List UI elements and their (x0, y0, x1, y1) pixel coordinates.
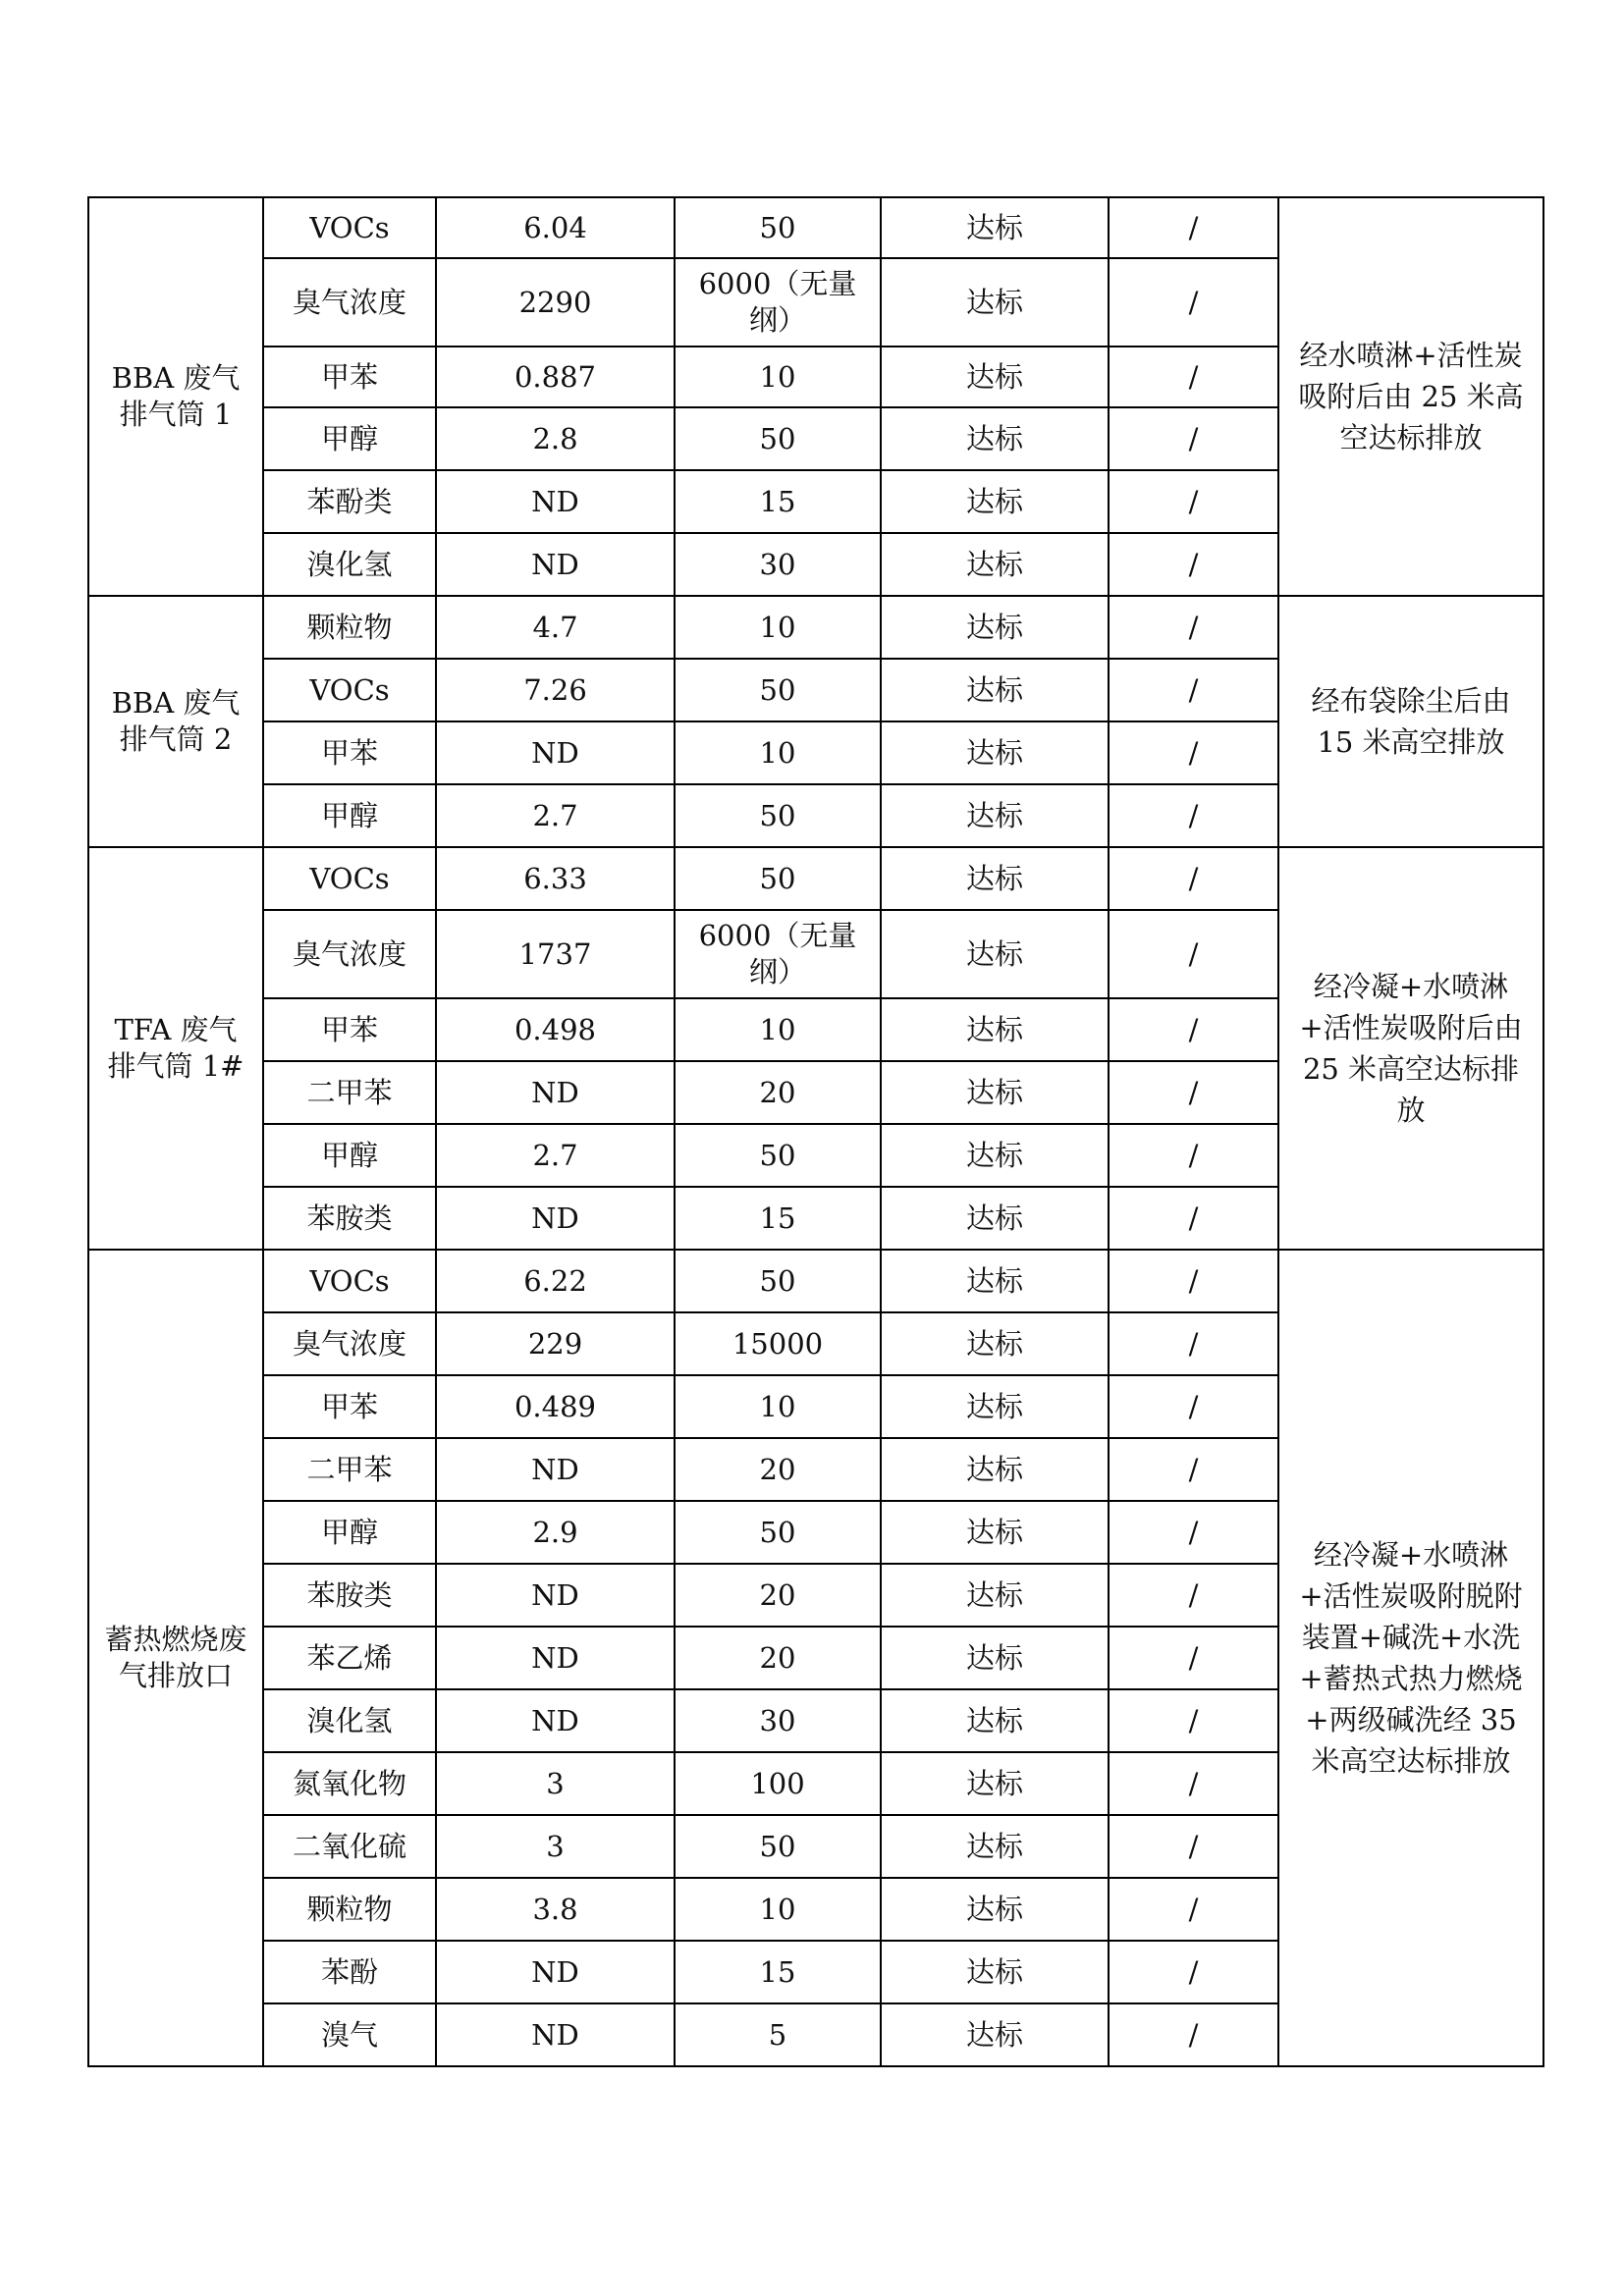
measured-value-cell: 0.887 (436, 347, 675, 407)
remark-cell: / (1109, 659, 1278, 721)
measured-value-cell: 6.22 (436, 1250, 675, 1312)
pollutant-cell: 甲醇 (263, 1501, 436, 1564)
pollutant-cell: 甲苯 (263, 1375, 436, 1438)
table-row (88, 596, 1543, 659)
pollutant-cell: 苯胺类 (263, 1187, 436, 1250)
compliance-result-cell: 达标 (881, 407, 1109, 470)
outlet-name-cell: BBA 废气排气筒 2 (88, 596, 263, 847)
standard-limit-cell: 10 (675, 596, 881, 659)
compliance-result-cell: 达标 (881, 721, 1109, 784)
remark-cell: / (1109, 1061, 1278, 1124)
measured-value-cell: ND (436, 1627, 675, 1689)
table-row (88, 847, 1543, 910)
measured-value-cell: 2.8 (436, 407, 675, 470)
compliance-result-cell: 达标 (881, 1564, 1109, 1627)
pollutant-cell: 颗粒物 (263, 596, 436, 659)
compliance-result-cell: 达标 (881, 1752, 1109, 1815)
remark-cell: / (1109, 847, 1278, 910)
table-body (88, 197, 1543, 2066)
compliance-result-cell: 达标 (881, 533, 1109, 596)
standard-limit-cell: 30 (675, 1689, 881, 1752)
pollutant-cell: 苯胺类 (263, 1564, 436, 1627)
remark-cell: / (1109, 407, 1278, 470)
measured-value-cell: 2290 (436, 258, 675, 347)
remark-cell: / (1109, 1501, 1278, 1564)
standard-limit-cell: 20 (675, 1438, 881, 1501)
remark-cell: / (1109, 784, 1278, 847)
measured-value-cell: 3.8 (436, 1878, 675, 1941)
remark-cell: / (1109, 1564, 1278, 1627)
pollutant-cell: 甲醇 (263, 407, 436, 470)
measured-value-cell: ND (436, 533, 675, 596)
remark-cell: / (1109, 1312, 1278, 1375)
standard-limit-cell: 6000（无量纲） (675, 910, 881, 998)
remark-cell: / (1109, 1124, 1278, 1187)
measured-value-cell: ND (436, 470, 675, 533)
compliance-result-cell: 达标 (881, 1124, 1109, 1187)
pollutant-cell: 甲醇 (263, 784, 436, 847)
compliance-result-cell: 达标 (881, 1815, 1109, 1878)
compliance-result-cell: 达标 (881, 1250, 1109, 1312)
standard-limit-cell: 50 (675, 1501, 881, 1564)
remark-cell: / (1109, 1438, 1278, 1501)
remark-cell: / (1109, 1187, 1278, 1250)
measured-value-cell: 0.489 (436, 1375, 675, 1438)
pollutant-cell: 二氧化硫 (263, 1815, 436, 1878)
compliance-result-cell: 达标 (881, 1187, 1109, 1250)
measured-value-cell: ND (436, 2003, 675, 2066)
standard-limit-cell: 50 (675, 197, 881, 258)
remark-cell: / (1109, 596, 1278, 659)
standard-limit-cell: 6000（无量纲） (675, 258, 881, 347)
compliance-result-cell: 达标 (881, 1941, 1109, 2003)
standard-limit-cell: 50 (675, 659, 881, 721)
remark-cell: / (1109, 1941, 1278, 2003)
standard-limit-cell: 30 (675, 533, 881, 596)
measured-value-cell: ND (436, 1061, 675, 1124)
measured-value-cell: ND (436, 1187, 675, 1250)
standard-limit-cell: 50 (675, 1815, 881, 1878)
remark-cell: / (1109, 1627, 1278, 1689)
measured-value-cell: 1737 (436, 910, 675, 998)
standard-limit-cell: 50 (675, 1124, 881, 1187)
standard-limit-cell: 10 (675, 998, 881, 1061)
measured-value-cell: ND (436, 1941, 675, 2003)
compliance-result-cell: 达标 (881, 1878, 1109, 1941)
measured-value-cell: ND (436, 1438, 675, 1501)
outlet-name-cell: BBA 废气排气筒 1 (88, 197, 263, 596)
standard-limit-cell: 15 (675, 1187, 881, 1250)
measured-value-cell: 6.04 (436, 197, 675, 258)
compliance-result-cell: 达标 (881, 1501, 1109, 1564)
compliance-result-cell: 达标 (881, 596, 1109, 659)
compliance-result-cell: 达标 (881, 197, 1109, 258)
compliance-result-cell: 达标 (881, 847, 1109, 910)
pollutant-cell: 氮氧化物 (263, 1752, 436, 1815)
compliance-result-cell: 达标 (881, 1689, 1109, 1752)
standard-limit-cell: 50 (675, 847, 881, 910)
pollutant-cell: 颗粒物 (263, 1878, 436, 1941)
measured-value-cell: 6.33 (436, 847, 675, 910)
measured-value-cell: ND (436, 721, 675, 784)
remark-cell: / (1109, 1250, 1278, 1312)
remark-cell: / (1109, 2003, 1278, 2066)
remark-cell: / (1109, 721, 1278, 784)
measured-value-cell: 229 (436, 1312, 675, 1375)
pollutant-cell: 二甲苯 (263, 1438, 436, 1501)
table-row (88, 197, 1543, 258)
treatment-measure-cell: 经冷凝+水喷淋+活性炭吸附脱附装置+碱洗+水洗+蓄热式热力燃烧+两级碱洗经 35 米高空达标排放 (1278, 1250, 1543, 2066)
pollutant-cell: 溴化氢 (263, 1689, 436, 1752)
pollutant-cell: VOCs (263, 1250, 436, 1312)
compliance-result-cell: 达标 (881, 347, 1109, 407)
outlet-name-cell: 蓄热燃烧废气排放口 (88, 1250, 263, 2066)
pollutant-cell: 苯酚 (263, 1941, 436, 2003)
compliance-result-cell: 达标 (881, 2003, 1109, 2066)
treatment-measure-cell: 经布袋除尘后由 15 米高空排放 (1278, 596, 1543, 847)
remark-cell: / (1109, 1752, 1278, 1815)
pollutant-cell: VOCs (263, 659, 436, 721)
remark-cell: / (1109, 1815, 1278, 1878)
measured-value-cell: 0.498 (436, 998, 675, 1061)
measured-value-cell: 4.7 (436, 596, 675, 659)
measured-value-cell: ND (436, 1689, 675, 1752)
pollutant-cell: 苯酚类 (263, 470, 436, 533)
standard-limit-cell: 15 (675, 470, 881, 533)
standard-limit-cell: 50 (675, 407, 881, 470)
remark-cell: / (1109, 258, 1278, 347)
remark-cell: / (1109, 998, 1278, 1061)
pollutant-cell: 甲醇 (263, 1124, 436, 1187)
compliance-result-cell: 达标 (881, 784, 1109, 847)
pollutant-cell: 甲苯 (263, 998, 436, 1061)
compliance-result-cell: 达标 (881, 1061, 1109, 1124)
compliance-result-cell: 达标 (881, 470, 1109, 533)
standard-limit-cell: 50 (675, 784, 881, 847)
standard-limit-cell: 10 (675, 1878, 881, 1941)
measured-value-cell: 2.7 (436, 1124, 675, 1187)
standard-limit-cell: 15000 (675, 1312, 881, 1375)
remark-cell: / (1109, 347, 1278, 407)
pollutant-cell: 甲苯 (263, 721, 436, 784)
compliance-result-cell: 达标 (881, 1627, 1109, 1689)
standard-limit-cell: 20 (675, 1627, 881, 1689)
standard-limit-cell: 20 (675, 1564, 881, 1627)
standard-limit-cell: 10 (675, 1375, 881, 1438)
remark-cell: / (1109, 1375, 1278, 1438)
table-row (88, 1250, 1543, 1312)
treatment-measure-cell: 经水喷淋+活性炭吸附后由 25 米高空达标排放 (1278, 197, 1543, 596)
pollutant-cell: VOCs (263, 847, 436, 910)
standard-limit-cell: 10 (675, 347, 881, 407)
remark-cell: / (1109, 470, 1278, 533)
standard-limit-cell: 20 (675, 1061, 881, 1124)
pollutant-cell: 溴气 (263, 2003, 436, 2066)
standard-limit-cell: 10 (675, 721, 881, 784)
compliance-result-cell: 达标 (881, 258, 1109, 347)
treatment-measure-cell: 经冷凝+水喷淋+活性炭吸附后由 25 米高空达标排放 (1278, 847, 1543, 1250)
pollutant-cell: 臭气浓度 (263, 1312, 436, 1375)
measured-value-cell: 7.26 (436, 659, 675, 721)
compliance-result-cell: 达标 (881, 910, 1109, 998)
pollutant-cell: 二甲苯 (263, 1061, 436, 1124)
remark-cell: / (1109, 1689, 1278, 1752)
measured-value-cell: 3 (436, 1752, 675, 1815)
pollutant-cell: VOCs (263, 197, 436, 258)
compliance-result-cell: 达标 (881, 1438, 1109, 1501)
compliance-result-cell: 达标 (881, 659, 1109, 721)
pollutant-cell: 臭气浓度 (263, 910, 436, 998)
pollutant-cell: 甲苯 (263, 347, 436, 407)
monitoring-results-table (87, 196, 1543, 2057)
pollutant-cell: 苯乙烯 (263, 1627, 436, 1689)
pollutant-cell: 溴化氢 (263, 533, 436, 596)
standard-limit-cell: 50 (675, 1250, 881, 1312)
remark-cell: / (1109, 1878, 1278, 1941)
measured-value-cell: 3 (436, 1815, 675, 1878)
remark-cell: / (1109, 533, 1278, 596)
standard-limit-cell: 5 (675, 2003, 881, 2066)
measured-value-cell: 2.9 (436, 1501, 675, 1564)
standard-limit-cell: 100 (675, 1752, 881, 1815)
compliance-result-cell: 达标 (881, 1312, 1109, 1375)
remark-cell: / (1109, 197, 1278, 258)
measured-value-cell: 2.7 (436, 784, 675, 847)
emission-table (87, 196, 1544, 2067)
compliance-result-cell: 达标 (881, 998, 1109, 1061)
compliance-result-cell: 达标 (881, 1375, 1109, 1438)
pollutant-cell: 臭气浓度 (263, 258, 436, 347)
remark-cell: / (1109, 910, 1278, 998)
measured-value-cell: ND (436, 1564, 675, 1627)
standard-limit-cell: 15 (675, 1941, 881, 2003)
outlet-name-cell: TFA 废气排气筒 1# (88, 847, 263, 1250)
